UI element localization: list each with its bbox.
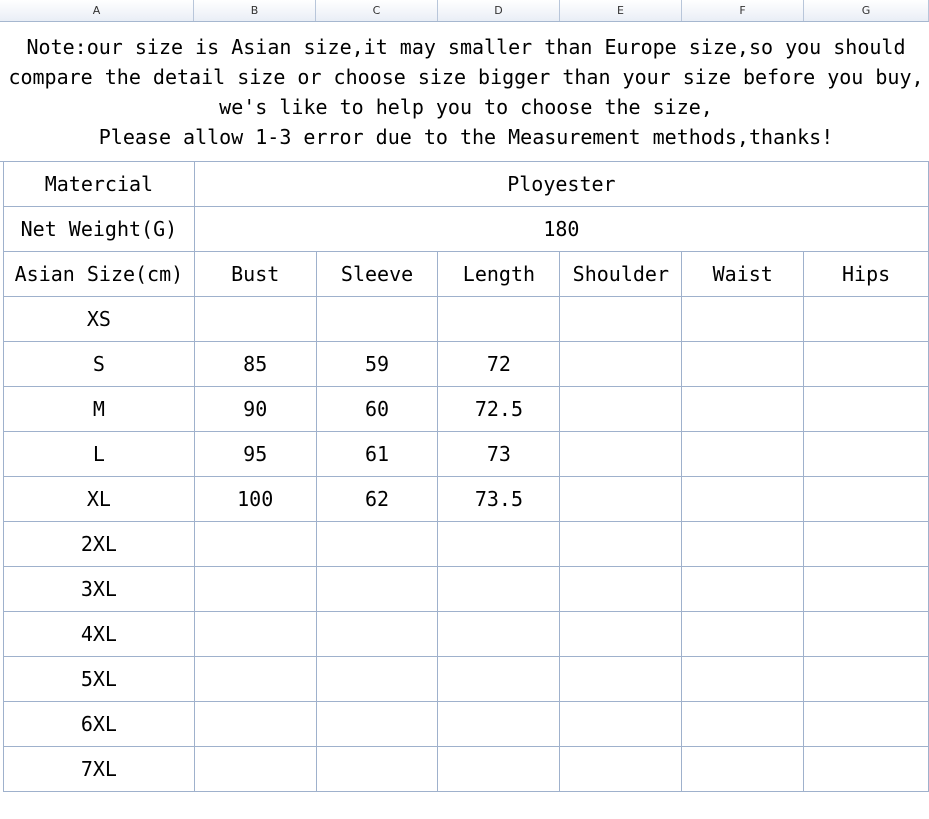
table-header-row <box>4 252 929 297</box>
measurement-cell[interactable] <box>804 747 929 792</box>
measurement-cell[interactable] <box>682 567 804 612</box>
measurement-cell[interactable]: 60 <box>316 387 438 432</box>
measurement-cell[interactable] <box>560 567 682 612</box>
note-line: we's like to help you to choose the size, <box>219 94 713 119</box>
measurement-cell[interactable] <box>438 657 560 702</box>
measurement-cell[interactable] <box>194 657 316 702</box>
measurement-cell[interactable] <box>682 432 804 477</box>
measurement-cell[interactable] <box>682 612 804 657</box>
measurement-cell[interactable] <box>804 387 929 432</box>
measurement-cell[interactable] <box>316 567 438 612</box>
measurement-cell[interactable] <box>194 702 316 747</box>
size-cell[interactable]: S <box>4 342 195 387</box>
header-length[interactable]: Length <box>438 252 560 297</box>
measurement-cell[interactable] <box>682 747 804 792</box>
column-header-bar <box>0 0 929 22</box>
measurement-cell[interactable]: 73.5 <box>438 477 560 522</box>
header-waist[interactable]: Waist <box>682 252 804 297</box>
net-weight-label[interactable]: Net Weight(G) <box>4 207 195 252</box>
material-value[interactable]: Ployester <box>194 162 928 207</box>
table-row <box>4 657 929 702</box>
measurement-cell[interactable] <box>560 342 682 387</box>
measurement-cell[interactable]: 95 <box>194 432 316 477</box>
measurement-cell[interactable] <box>682 702 804 747</box>
measurement-cell[interactable]: 59 <box>316 342 438 387</box>
material-label[interactable]: Matercial <box>4 162 195 207</box>
column-header-b[interactable]: B <box>194 0 316 21</box>
measurement-cell[interactable] <box>316 522 438 567</box>
measurement-cell[interactable] <box>438 522 560 567</box>
header-sleeve[interactable]: Sleeve <box>316 252 438 297</box>
column-header-c[interactable]: C <box>316 0 438 21</box>
measurement-cell[interactable] <box>560 657 682 702</box>
net-weight-row <box>4 207 929 252</box>
measurement-cell[interactable] <box>560 747 682 792</box>
table-row <box>4 522 929 567</box>
note-line: Please allow 1-3 error due to the Measurement methods,thanks! <box>98 124 834 149</box>
size-cell[interactable]: 7XL <box>4 747 195 792</box>
measurement-cell[interactable] <box>560 432 682 477</box>
measurement-cell[interactable] <box>194 297 316 342</box>
header-hips[interactable]: Hips <box>804 252 929 297</box>
measurement-cell[interactable] <box>194 567 316 612</box>
measurement-cell[interactable] <box>804 297 929 342</box>
measurement-cell[interactable] <box>316 657 438 702</box>
size-cell[interactable]: M <box>4 387 195 432</box>
header-asian-size[interactable]: Asian Size(cm) <box>4 252 195 297</box>
table-row <box>4 432 929 477</box>
measurement-cell[interactable] <box>316 702 438 747</box>
measurement-cell[interactable] <box>682 522 804 567</box>
measurement-cell[interactable] <box>804 657 929 702</box>
table-row <box>4 612 929 657</box>
measurement-cell[interactable]: 90 <box>194 387 316 432</box>
measurement-cell[interactable] <box>804 567 929 612</box>
measurement-cell[interactable] <box>804 612 929 657</box>
measurement-cell[interactable] <box>194 747 316 792</box>
note-line: Note:our size is Asian size,it may smaller than Europe size,so you should <box>26 34 906 59</box>
measurement-cell[interactable] <box>804 477 929 522</box>
measurement-cell[interactable] <box>804 432 929 477</box>
size-cell[interactable]: 5XL <box>4 657 195 702</box>
size-cell[interactable]: 3XL <box>4 567 195 612</box>
measurement-cell[interactable]: 72 <box>438 342 560 387</box>
column-header-a[interactable]: A <box>0 0 194 21</box>
measurement-cell[interactable]: 72.5 <box>438 387 560 432</box>
size-cell[interactable]: 6XL <box>4 702 195 747</box>
table-row <box>4 387 929 432</box>
size-cell[interactable]: XL <box>4 477 195 522</box>
measurement-cell[interactable] <box>560 522 682 567</box>
size-note[interactable] <box>3 22 929 161</box>
measurement-cell[interactable]: 100 <box>194 477 316 522</box>
material-row <box>4 162 929 207</box>
measurement-cell[interactable] <box>316 747 438 792</box>
measurement-cell[interactable] <box>682 387 804 432</box>
note-line: compare the detail size or choose size bigger than your size before you buy, <box>8 64 924 89</box>
header-shoulder[interactable]: Shoulder <box>560 252 682 297</box>
size-table <box>3 161 929 792</box>
measurement-cell[interactable] <box>438 612 560 657</box>
column-header-e[interactable]: E <box>560 0 682 21</box>
measurement-cell[interactable] <box>804 522 929 567</box>
measurement-cell[interactable] <box>438 297 560 342</box>
measurement-cell[interactable] <box>560 387 682 432</box>
measurement-cell[interactable] <box>682 657 804 702</box>
measurement-cell[interactable] <box>682 477 804 522</box>
column-header-g[interactable]: G <box>804 0 929 21</box>
size-cell[interactable]: 2XL <box>4 522 195 567</box>
measurement-cell[interactable] <box>804 702 929 747</box>
size-cell[interactable]: 4XL <box>4 612 195 657</box>
measurement-cell[interactable] <box>560 612 682 657</box>
measurement-cell[interactable] <box>438 702 560 747</box>
table-row <box>4 297 929 342</box>
measurement-cell[interactable] <box>560 297 682 342</box>
table-row <box>4 747 929 792</box>
column-header-d[interactable]: D <box>438 0 560 21</box>
measurement-cell[interactable] <box>438 747 560 792</box>
measurement-cell[interactable] <box>194 522 316 567</box>
measurement-cell[interactable] <box>316 612 438 657</box>
measurement-cell[interactable]: 73 <box>438 432 560 477</box>
measurement-cell[interactable] <box>194 612 316 657</box>
measurement-cell[interactable] <box>682 297 804 342</box>
size-cell[interactable]: XS <box>4 297 195 342</box>
header-bust[interactable]: Bust <box>194 252 316 297</box>
measurement-cell[interactable]: 85 <box>194 342 316 387</box>
table-row <box>4 567 929 612</box>
table-row <box>4 342 929 387</box>
measurement-cell[interactable] <box>560 477 682 522</box>
measurement-cell[interactable] <box>682 342 804 387</box>
measurement-cell[interactable]: 61 <box>316 432 438 477</box>
net-weight-value[interactable]: 180 <box>194 207 928 252</box>
table-row <box>4 702 929 747</box>
measurement-cell[interactable] <box>438 567 560 612</box>
measurement-cell[interactable] <box>316 297 438 342</box>
measurement-cell[interactable] <box>804 342 929 387</box>
measurement-cell[interactable]: 62 <box>316 477 438 522</box>
size-cell[interactable]: L <box>4 432 195 477</box>
column-header-f[interactable]: F <box>682 0 804 21</box>
measurement-cell[interactable] <box>560 702 682 747</box>
table-row <box>4 477 929 522</box>
